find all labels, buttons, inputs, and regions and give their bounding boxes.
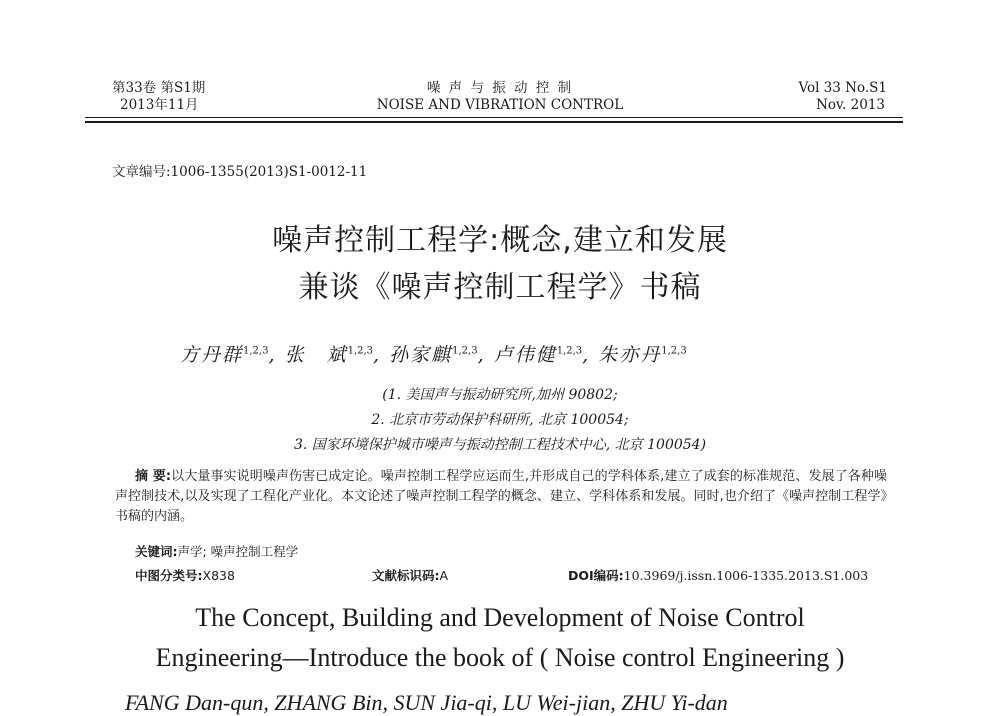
author-affil-sup: 1,2,3 (243, 345, 269, 357)
header-rule-thin (85, 117, 903, 118)
volume-issue-en: Vol 33 No.S1 (798, 80, 887, 96)
author-name: 张 斌 (284, 344, 348, 366)
abstract-text: 以大量事实说明噪声伤害已成定论。噪声控制工程学应运而生,并形成自己的学科体系,建立了成套的标准规范、发展了各种噪声控制技术,以及实现了工程化产业化。本文论述了噪声控制工程学的概念、建立、学科体系和发展。同时,也介绍了《噪声控制工程学》书稿的内涵。 (115, 469, 887, 524)
author-affil-sup: 1,2,3 (661, 345, 687, 357)
publication-date: 2013年11月 (120, 97, 199, 113)
abstract-label: 摘 要: (135, 469, 172, 484)
author-affil-sup: 1,2,3 (452, 345, 478, 357)
title-cn-line1: 噪声控制工程学:概念,建立和发展 (272, 223, 728, 258)
author-affil-sup: 1,2,3 (556, 345, 583, 357)
author-name: 朱亦丹 (598, 344, 662, 366)
keywords (135, 542, 298, 560)
author-list-en: FANG Dan-qun, ZHANG Bin, SUN Jia-qi, LU Wei-jian, ZHU Yi-dan (125, 690, 728, 715)
volume-issue: 第33卷 第S1期 (112, 80, 206, 96)
header-rule-thick (85, 121, 903, 123)
document-code-value: A (439, 568, 449, 583)
journal-name-en: NOISE AND VIBRATION CONTROL (376, 97, 624, 113)
title-cn-line2: 兼谈《噪声控制工程学》书稿 (298, 270, 702, 305)
doi-value: 10.3969/j.issn.1006-1335.2013.S1.003 (623, 568, 869, 583)
author-name: 方丹群 (180, 344, 244, 366)
doi (568, 566, 868, 584)
document-code (372, 566, 448, 584)
affiliation-1: (1. 美国声与振动研究所,加州 90802; (382, 387, 618, 403)
clc-number (135, 566, 235, 584)
clc-label: 中图分类号: (135, 568, 203, 583)
keywords-text: 声学; 噪声控制工程学 (177, 544, 299, 559)
title-en-line1: The Concept, Building and Development of Noise Control (195, 603, 805, 632)
keywords-label: 关键词: (135, 544, 178, 559)
author-name: 孙家麒 (389, 344, 453, 366)
author-name: 卢伟健 (493, 344, 557, 366)
abstract (115, 467, 887, 527)
clc-value: X838 (202, 568, 235, 583)
affiliation-3: 3. 国家环境保护城市噪声与振动控制工程技术中心, 北京 100054) (293, 437, 707, 453)
journal-name-cn: 噪 声 与 振 动 控 制 (426, 80, 574, 96)
document-code-label: 文献标识码: (372, 568, 440, 583)
author-affil-sup: 1,2,3 (347, 345, 374, 357)
author-list-cn: 方丹群$^{1,2,3}$, 张 斌$^{1,2,3}$, 孙家麒$^{1,2,3}$, 卢伟健$^{1,2,3}$, 朱亦丹$^{1,2,3}$ (180, 344, 687, 366)
affiliation-2: 2. 北京市劳动保护科研所, 北京 100054; (371, 412, 629, 428)
doi-label: DOI编码: (568, 568, 624, 583)
article-number: 文章编号:1006-1355(2013)S1-0012-11 (112, 164, 368, 180)
title-en-line2: Engineering—Introduce the book of ( Noise control Engineering ) (155, 643, 845, 672)
publication-date-en: Nov. 2013 (816, 97, 885, 113)
